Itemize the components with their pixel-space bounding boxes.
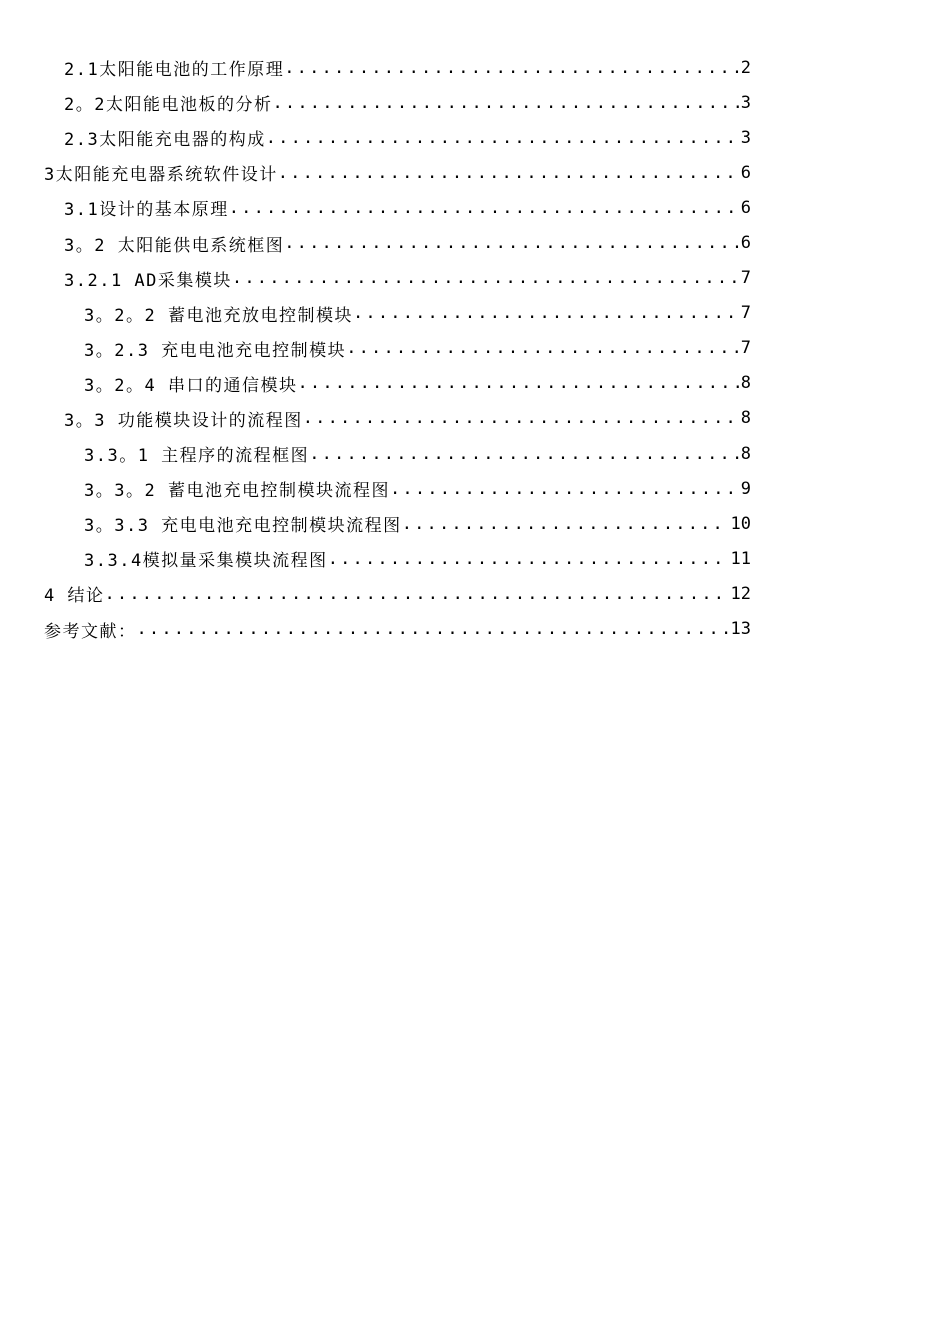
toc-dot-leader <box>390 479 739 499</box>
toc-dot-leader <box>284 58 739 78</box>
toc-entry-3-2-2[interactable] <box>0 296 751 331</box>
toc-dot-leader <box>353 303 739 323</box>
toc-entry-title: 3。2。4 串口的通信模块 <box>84 375 298 396</box>
toc-entry-title: 2.3太阳能充电器的构成 <box>64 130 266 151</box>
toc-entry-3-3[interactable] <box>0 401 751 436</box>
table-of-contents <box>0 50 950 647</box>
toc-entry-2-3[interactable] <box>0 120 751 155</box>
toc-entry-title: 3.3。1 主程序的流程框图 <box>84 446 310 467</box>
toc-page-number: 8 <box>740 373 751 394</box>
toc-entry-title: 3。3。2 蓄电池充电控制模块流程图 <box>84 481 390 502</box>
toc-dot-leader <box>266 128 739 148</box>
toc-dot-leader <box>104 584 728 604</box>
toc-entry-3[interactable] <box>0 155 751 190</box>
toc-entry-2-2[interactable] <box>0 85 751 120</box>
toc-page-number: 6 <box>740 233 751 254</box>
toc-entry-title: 4 结论 <box>44 586 105 607</box>
toc-page-number: 3 <box>740 92 751 113</box>
toc-entry-title: 3。2.3 充电电池充电控制模块 <box>84 340 347 361</box>
toc-entry-title: 3.2.1 AD采集模块 <box>64 270 232 291</box>
toc-page-number: 3 <box>740 127 751 148</box>
toc-entry-title: 3。2 太阳能供电系统框图 <box>64 235 285 256</box>
toc-entry-title: 3。3.3 充电电池充电控制模块流程图 <box>84 516 402 537</box>
toc-entry-3-1[interactable] <box>0 190 751 225</box>
toc-entry-references[interactable] <box>0 612 751 647</box>
toc-page-number: 13 <box>730 619 751 640</box>
toc-dot-leader <box>309 444 739 464</box>
toc-page-number: 7 <box>740 338 751 359</box>
toc-entry-3-3-1[interactable] <box>0 436 751 471</box>
toc-entry-title: 3。2。2 蓄电池充放电控制模块 <box>84 305 353 326</box>
toc-page-number: 10 <box>730 513 751 534</box>
toc-dot-leader <box>137 619 729 639</box>
toc-entry-3-3-4[interactable] <box>0 541 751 576</box>
toc-dot-leader <box>402 514 729 534</box>
toc-dot-leader <box>284 233 739 253</box>
toc-entry-title: 3.1设计的基本原理 <box>64 200 229 221</box>
toc-entry-3-3-3[interactable] <box>0 506 751 541</box>
toc-dot-leader <box>232 268 739 288</box>
toc-dot-leader <box>328 549 729 569</box>
toc-dot-leader <box>272 93 738 113</box>
toc-dot-leader <box>346 338 739 358</box>
toc-page-number: 8 <box>740 443 751 464</box>
toc-page-number: 9 <box>740 478 751 499</box>
toc-entry-4[interactable] <box>0 576 751 611</box>
toc-page-number: 8 <box>740 408 751 429</box>
toc-dot-leader <box>229 198 739 218</box>
toc-page-number: 7 <box>740 268 751 289</box>
toc-dot-leader <box>303 408 739 428</box>
toc-entry-3-2[interactable] <box>0 225 751 260</box>
toc-entry-title: 参考文献： <box>44 621 137 642</box>
toc-page-number: 12 <box>730 583 751 604</box>
toc-entry-title: 3.3.4模拟量采集模块流程图 <box>84 551 328 572</box>
toc-page-number: 11 <box>730 548 751 569</box>
toc-page-number: 7 <box>740 303 751 324</box>
toc-dot-leader <box>297 373 738 393</box>
toc-dot-leader <box>278 163 739 183</box>
toc-page-number: 6 <box>740 162 751 183</box>
toc-page-number: 2 <box>740 57 751 78</box>
toc-entry-title: 2。2太阳能电池板的分析 <box>64 95 273 116</box>
toc-entry-3-2-4[interactable] <box>0 366 751 401</box>
toc-entry-3-2-3[interactable] <box>0 331 751 366</box>
toc-entry-2-1[interactable] <box>0 50 751 85</box>
toc-entry-3-3-2[interactable] <box>0 471 751 506</box>
toc-page-number: 6 <box>740 197 751 218</box>
toc-entry-title: 2.1太阳能电池的工作原理 <box>64 60 285 81</box>
toc-entry-3-2-1[interactable] <box>0 261 751 296</box>
toc-entry-title: 3太阳能充电器系统软件设计 <box>44 165 278 186</box>
toc-entry-title: 3。3 功能模块设计的流程图 <box>64 410 303 431</box>
